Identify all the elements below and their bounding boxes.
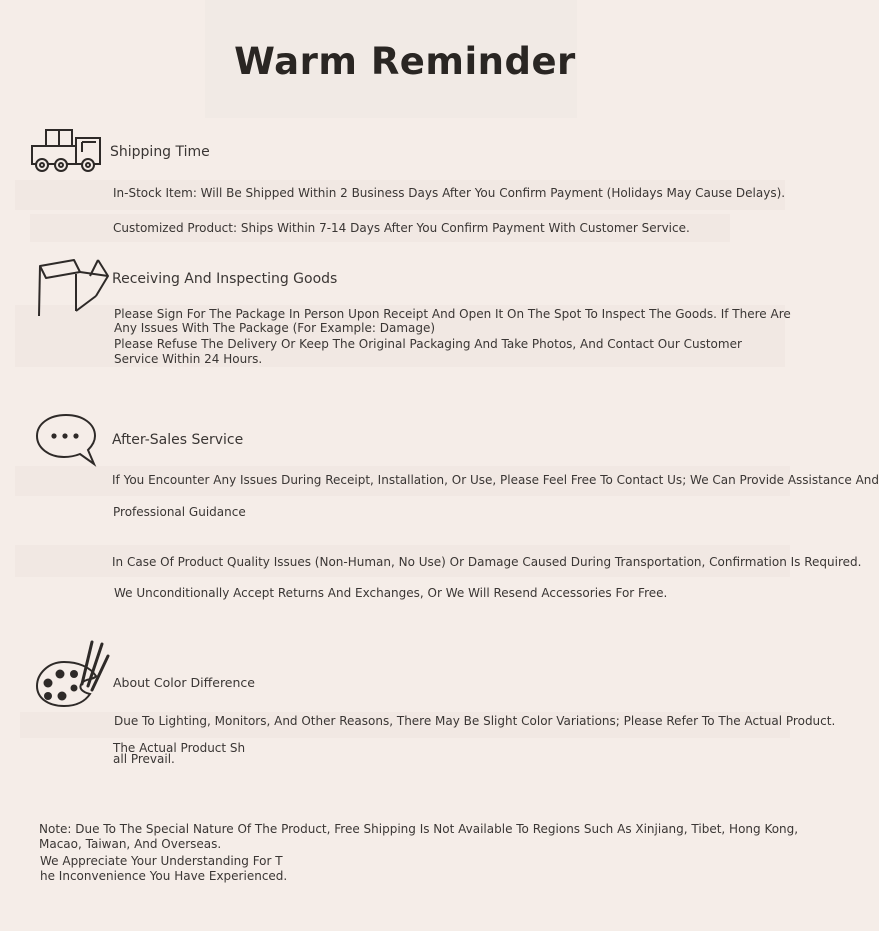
open-box-icon (36, 256, 112, 326)
note-line: Note: Due To The Special Nature Of The Product, Free Shipping Is Not Available To Regions Such As Xinjiang, Tibet, Hong Kong, (39, 822, 799, 836)
color-heading: About Color Difference (113, 675, 255, 690)
shipping-line-instock: In-Stock Item: Will Be Shipped Within 2 Business Days After You Confirm Payment (Holidays May Cause Delays). (113, 186, 786, 200)
after-sales-heading: After-Sales Service (112, 432, 244, 448)
page-title: Warm Reminder (234, 40, 576, 83)
receiving-line: Any Issues With The Package (For Example: Damage) (114, 321, 436, 335)
color-line: Due To Lighting, Monitors, And Other Reasons, There May Be Slight Color Variations; Please Refer To The Actual Product. (114, 714, 836, 728)
color-line: The Actual Product Sh (113, 741, 246, 755)
palette-icon (34, 638, 110, 712)
truck-icon (30, 128, 106, 180)
note-line: We Appreciate Your Understanding For T (40, 854, 283, 868)
shipping-line-customized: Customized Product: Ships Within 7-14 Days After You Confirm Payment With Customer Service. (113, 221, 690, 235)
after-sales-line: In Case Of Product Quality Issues (Non-Human, No Use) Or Damage Caused During Transportation, Confirmation Is Required. (112, 555, 862, 569)
speech-bubble-icon (34, 412, 98, 472)
note-line: he Inconvenience You Have Experienced. (40, 869, 288, 883)
after-sales-line: Professional Guidance (113, 505, 246, 519)
receiving-line: Please Sign For The Package In Person Upon Receipt And Open It On The Spot To Inspect The Goods. If There Are (114, 307, 791, 321)
note-line: Macao, Taiwan, And Overseas. (39, 837, 222, 851)
receiving-line: Please Refuse The Delivery Or Keep The Original Packaging And Take Photos, And Contact Our Customer (114, 337, 742, 351)
receiving-line: Service Within 24 Hours. (114, 352, 263, 366)
receiving-heading: Receiving And Inspecting Goods (112, 271, 338, 287)
color-line: all Prevail. (113, 752, 175, 766)
after-sales-line: If You Encounter Any Issues During Receipt, Installation, Or Use, Please Feel Free To Contact Us; We Can Provide Assistance And (112, 473, 879, 487)
shipping-heading: Shipping Time (110, 144, 210, 160)
after-sales-line: We Unconditionally Accept Returns And Exchanges, Or We Will Resend Accessories For Free. (114, 586, 668, 600)
